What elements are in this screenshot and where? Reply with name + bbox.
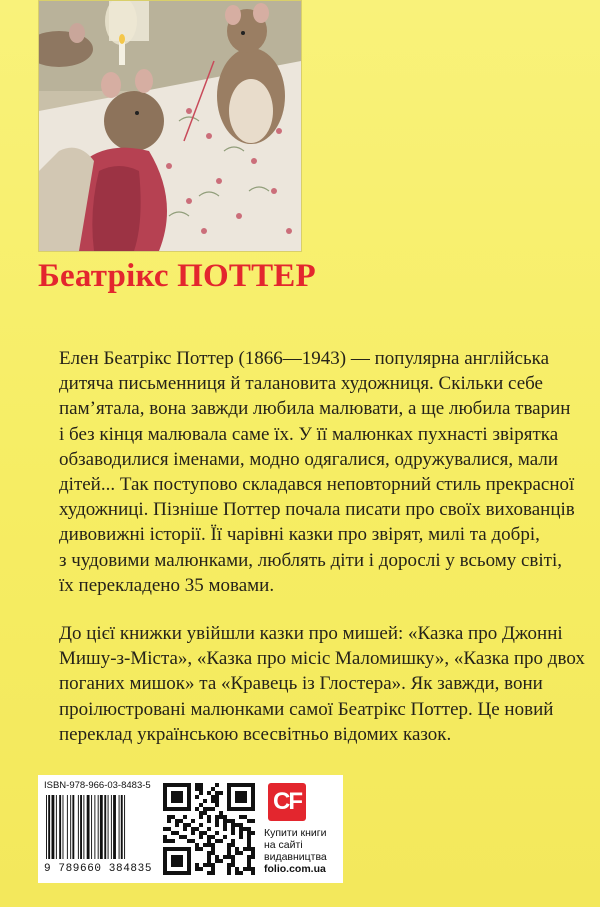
barcode-panel <box>38 775 343 883</box>
mice-illustration-icon <box>39 1 301 251</box>
isbn-label: ISBN-978-966-03-8483-5 <box>44 780 151 791</box>
publisher-url-link[interactable]: folio.com.ua <box>264 863 326 875</box>
barcode-number: 9 789660 384835 <box>44 863 153 875</box>
author-title: Беатрікс ПОТТЕР <box>38 258 316 294</box>
publisher-logo <box>268 783 306 821</box>
bio-line: дитяча письменниця й талановита художниця. Скільки себе <box>59 373 543 395</box>
bio-line: з чудовими малюнками, люблять діти і дорослі у всьому світі, <box>59 549 562 571</box>
barcode-icon <box>44 795 154 861</box>
cover-illustration <box>38 0 302 252</box>
bio-line: художниці. Пізніше Поттер почала писати про своїх вихованців <box>59 499 575 521</box>
bio-line: Елен Беатрікс Поттер (1866—1943) — популярна англійська <box>59 348 550 369</box>
qr-code-icon[interactable] <box>163 783 255 875</box>
bio-line: їх перекладено 35 мовами. <box>59 574 275 596</box>
buy-line: видавництва <box>264 851 327 863</box>
publisher-buy-info <box>264 827 327 875</box>
bio-line: дивовижні історії. Її чарівні казки про звірят, милі та добрі, <box>59 524 540 546</box>
buy-line: на сайті <box>264 839 303 851</box>
contents-line: До цієї книжки увійшли казки про мишей: «Казка про Джонні <box>59 623 563 644</box>
bio-line: дітей... Так поступово складався неповторний стиль прекрасної <box>59 474 575 496</box>
book-contents-paragraph <box>59 621 585 747</box>
contents-line: поганих мишок» та «Кравець із Глостера». Як завжди, вони <box>59 673 543 695</box>
contents-line: Мишу-з-Міста», «Казка про місіс Маломишку», «Казка про двох <box>59 648 585 670</box>
contents-line: переклад українською всесвітньо відомих казок. <box>59 723 452 745</box>
author-bio-paragraph <box>59 346 579 598</box>
bio-line: і без кінця малювала саме їх. У її малюнках пухнасті звірятка <box>59 423 559 445</box>
contents-line: проілюстровані малюнками самої Беатрікс Поттер. Це новий <box>59 698 554 720</box>
bio-line: пам’ятала, вона завжди любила малювати, а ще любила тварин <box>59 398 571 420</box>
buy-line: Купити книги <box>264 827 327 839</box>
bio-line: обзаводилися іменами, модно одягалися, одружувалися, мали <box>59 448 559 470</box>
publisher-logo-text: CF <box>273 788 301 815</box>
